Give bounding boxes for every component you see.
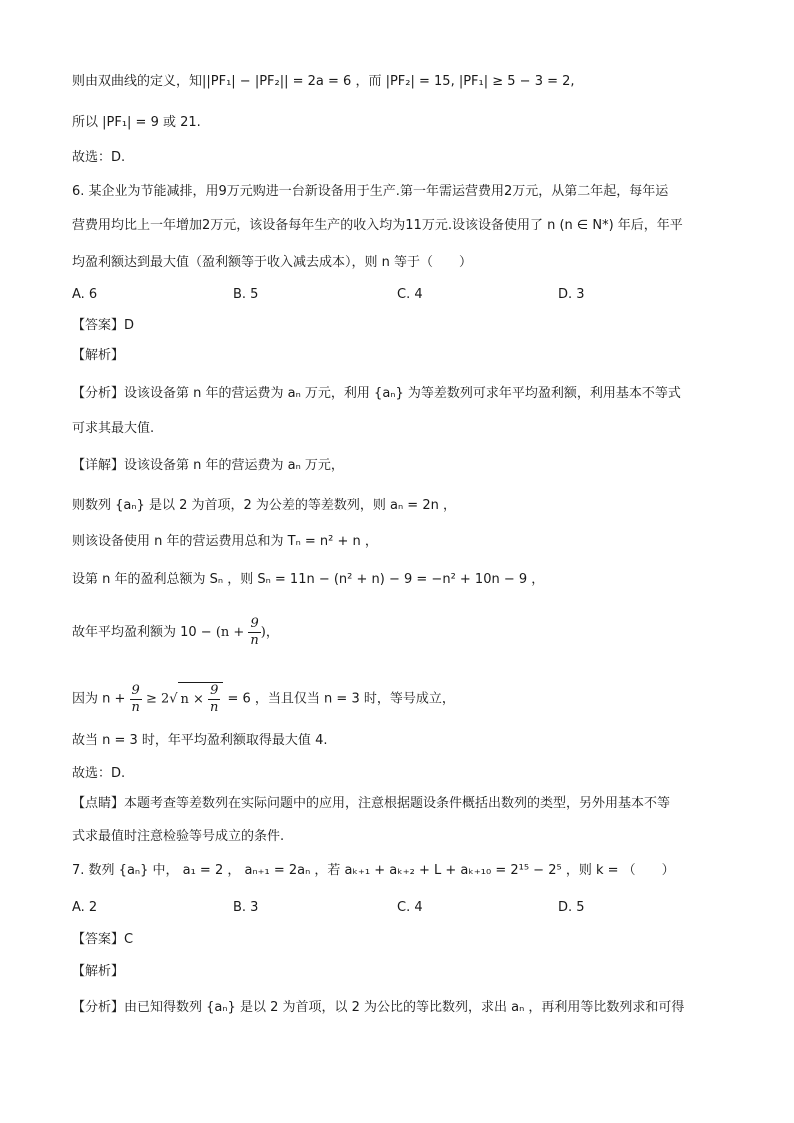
detail-formula-line: 因为 n + $\frac{9}{n}$ ≥ 2√ n × $\frac{9}{n}$ = 6 ，当且仅当 n = 3 时，等号成立，	[72, 682, 455, 715]
option-b: B. 3	[233, 900, 259, 915]
analysis-text: 可求其最大值.	[72, 421, 155, 436]
comment-text: 式求最值时注意检验等号成立的条件.	[72, 829, 285, 844]
analysis-heading: 【解析】	[72, 964, 125, 979]
detail-text: = 6 ，当且仅当 n = 3 时，等号成立，	[223, 691, 455, 707]
text-line: 所以 |PF₁| = 9 或 21.	[72, 115, 201, 130]
question-7-stem: 7. 数列 {aₙ} 中， a₁ = 2 ， aₙ₊₁ = 2aₙ ，若 aₖ₊₁ + aₖ₊₂ + L + aₖ₊₁₀ = 2¹⁵ − 2⁵ ，则 k = （ ）	[72, 863, 675, 878]
paren-open: (n +	[215, 625, 249, 640]
detail-text: 因为 n +	[72, 691, 130, 707]
option-c: C. 4	[397, 287, 423, 302]
fraction-9-over-n: $\frac{9}{n}$	[250, 616, 259, 648]
analysis-text: 【分析】设该设备第 n 年的营运费为 aₙ 万元，利用 {aₙ} 为等差数列可求年平均盈利额，利用基本不等式	[72, 386, 681, 401]
detail-text: 则该设备使用 n 年的营运费用总和为 Tₙ = n² + n ，	[72, 534, 378, 549]
analysis-text: 【分析】由已知得数列 {aₙ} 是以 2 为首项，以 2 为公比的等比数列，求出 aₙ ，再利用等比数列求和可得	[72, 1000, 685, 1015]
sqrt-expression: n × $\frac{9}{n}$	[178, 682, 224, 716]
detail-formula-line	[72, 616, 279, 649]
option-d: D. 5	[558, 900, 585, 915]
question-6-stem: 6. 某企业为节能减排，用9万元购进一台新设备用于生产.第一年需运营费用2万元，从第二年起，每年运	[72, 184, 669, 199]
sqrt-symbol: √	[169, 691, 178, 707]
detail-text: 故选：D.	[72, 766, 126, 781]
detail-text: 设第 n 年的盈利总额为 Sₙ ，则 Sₙ = 11n − (n² + n) − 9 = −n² + 10n − 9 ，	[72, 572, 545, 587]
text-line: 故选：D.	[72, 150, 126, 165]
analysis-heading: 【解析】	[72, 348, 125, 363]
answer-label: 【答案】C	[72, 932, 134, 947]
option-c: C. 4	[397, 900, 423, 915]
option-a: A. 6	[72, 287, 98, 302]
text-line: 则由双曲线的定义，知||PF₁| − |PF₂|| = 2a = 6 ，而 |PF₂| = 15, |PF₁| ≥ 5 − 3 = 2,	[72, 74, 575, 89]
paren-close: )	[260, 625, 266, 640]
detail-text: 故年平均盈利额为 10 −	[72, 625, 216, 640]
detail-text: 故当 n = 3 时，年平均盈利额取得最大值 4.	[72, 733, 328, 748]
detail-text: 【详解】设该设备第 n 年的营运费为 aₙ 万元，	[72, 458, 344, 473]
question-6-stem: 营费用均比上一年增加2万元，该设备每年生产的收入均为11万元.设该设备使用了 n (n ∈ N*) 年后，年平	[72, 218, 683, 233]
answer-label: 【答案】D	[72, 318, 135, 333]
fraction-9-over-n: $\frac{9}{n}$	[210, 683, 219, 715]
fraction-9-over-n: $\frac{9}{n}$	[131, 682, 140, 715]
option-a: A. 2	[72, 900, 98, 915]
comment-text: 【点睛】本题考查等差数列在实际问题中的应用，注意根据题设条件概括出数列的类型，另外用基本不等	[72, 796, 671, 811]
question-6-stem: 均盈利额达到最大值（盈利额等于收入减去成本），则 n 等于（ ）	[72, 255, 473, 270]
detail-text: 则数列 {aₙ} 是以 2 为首项，2 为公差的等差数列，则 aₙ = 2n ，	[72, 498, 456, 513]
option-d: D. 3	[558, 287, 585, 302]
option-b: B. 5	[233, 287, 259, 302]
detail-text: ，	[265, 625, 279, 640]
